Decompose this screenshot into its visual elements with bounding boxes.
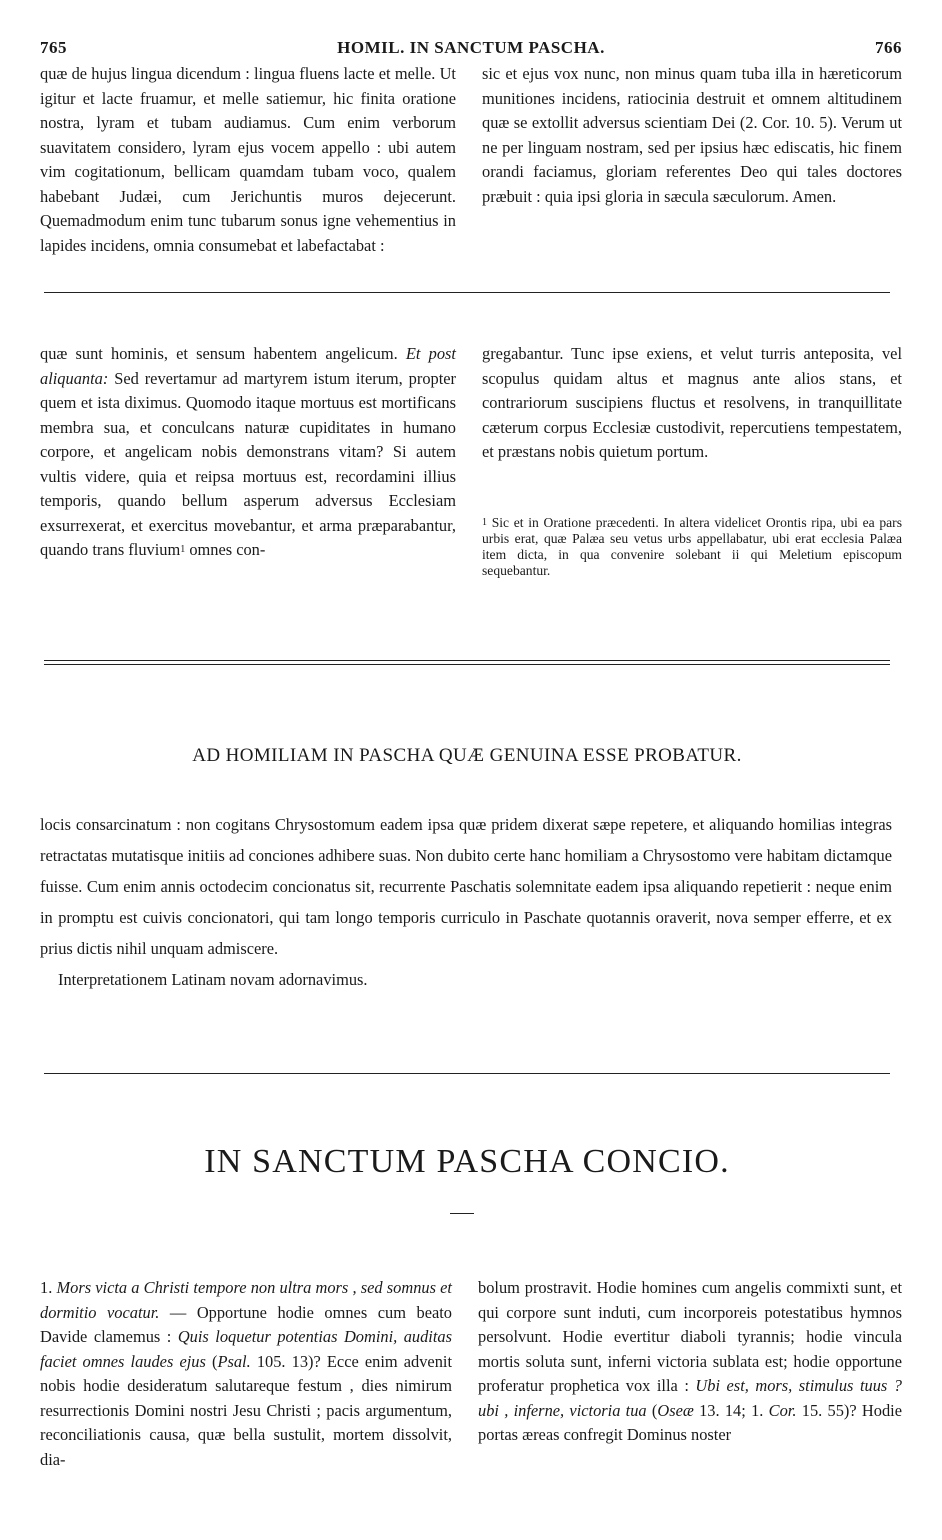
section2-left-rest: Sed revertamur ad martyrem istum iterum, propter quem et ista diximus. Quomodo itaque mortuus est mortificans membra sua, et conculcans naturæ cupiditates in humano corpore, et angelicam nobis demonstrans vitam? Si autem vultis videre, quia et reipsa mortuus est, recordamini illius temporis, quando bellum asperum adversus Ecclesiam exsurrexerat, et exercitus movebantur, et arma præparabantur, quando trans fluvium: [40, 368, 456, 559]
footnote-number: 1: [482, 517, 487, 528]
section4-right-text2: (: [646, 1400, 658, 1420]
section4-right-text3: 13. 14; 1.: [693, 1400, 769, 1420]
section2-left-tail: omnes con-: [185, 540, 266, 559]
section4-right-italic3: Cor.: [768, 1400, 797, 1420]
running-head: [40, 38, 902, 60]
section4-right-text4: 15. 55)? Hodie portas æreas confregit Dominus noster: [478, 1400, 902, 1444]
section2-left-italic: Et post aliquanta:: [40, 344, 456, 388]
section4-right-text1: bolum prostravit. Hodie homines cum angelis commixti sunt, et qui corpore sunt induti, cum incorporeis potestatibus hymnos persolvunt. Hodie evertitur diaboli tyrannis; hodie vincula mortis soluta sunt, inferni victoria sublata est; hodie opportune proferatur prophetica vox illa :: [478, 1278, 902, 1395]
section4-right-italic2: Oseæ: [657, 1400, 694, 1420]
section4-left-text1: — Opportune hodie omnes cum beato Davide clamemus :: [40, 1302, 452, 1346]
section2-right-column: [482, 342, 902, 465]
section4-right-column: [478, 1276, 902, 1448]
section4-right-italic1: Ubi est, mors, stimulus tuus ? ubi , inferne, victoria tua: [478, 1376, 903, 1420]
section4-left-italic3: Psal.: [217, 1351, 251, 1371]
section3-heading: AD HOMILIAM IN PASCHA QUÆ GENUINA ESSE PROBATUR.: [192, 745, 742, 766]
section4-left-text: [40, 1276, 452, 1472]
section4-left-text3: 105. 13)? Ecce enim advenit nobis hodie desideratum salutareque festum , dies nimirum resurrectionis Domini nostri Jesu Christi ; pacis argumentum, reconciliationis causa, quæ bella sustulit, mortem dissolvit, dia-: [40, 1351, 453, 1469]
page-number-left: 765: [40, 38, 67, 57]
short-divider: [450, 1213, 474, 1214]
section2-left-text: [40, 342, 456, 563]
section4-number: 1.: [40, 1278, 53, 1297]
section1-right-text: sic et ejus vox nunc, non minus quam tuba illa in hæreticorum munitiones incidens, ratiocinia destruit et omnem altitudinem quæ se extollit adversus scientiam Dei (2. Cor. 10. 5). Verum ut ne per linguam nostram, sed per ipsius hæc ediscatis, hic finem orandi faciamus, gloriam referentes Deo qui tales doctores præbuit : quia ipsi gloria in sæcula sæculorum. Amen.: [482, 64, 902, 206]
section3-para1: locis consarcinatum : non cogitans Chrysostomum eadem ipsa quæ pridem dixerat sæpe repetere, et aliquando homilias integras retractatas mutatisque initiis ad conciones adhibere suas. Non dubito certe hanc homiliam a Chrysostomo vere habitam dictamque fuisse. Cum enim annis octodecim concionatus sit, recurrente Paschatis solemnitate eadem ipsa aliquando repetierit : neque enim in promptu est cuivis concionatori, qui tam longo temporis curriculo in Paschate quotannis oraverit, nova semper efferre, et ex prius dictis nihil unquam admiscere.: [40, 815, 892, 958]
section4-heading: IN SANCTUM PASCHA CONCIO.: [204, 1143, 730, 1180]
footnote-text: Sic et in Oratione præcedenti. In altera videlicet Orontis ripa, ubi ea pars urbis erat, quæ Palæa seu vetus urbs appellabatur, ubi erat ecclesia Palæa item dicta, in qua convenire solebant ii qui Meletium episcopum sequebantur.: [482, 515, 902, 578]
section-divider-1: [44, 292, 890, 293]
section1-left-text: quæ de hujus lingua dicendum : lingua fluens lacte et melle. Ut igitur et lacte fruamur, et melle satiemur, hic finita oratione nostra, lyram et tubam audiamus. Cum enim verborum suavitatem considero, lyram ejus vocem appello : ubi autem vim cogitationum, bellicam quamdam tubam voco, qualem habebant Judæi, cum Jerichuntis muros dejecerunt. Quemadmodum enim tunc tubarum sonus igne vehementius in lapides incidens, omnia consumebat et labefactabat :: [40, 64, 456, 255]
section4-left-column: [40, 1276, 452, 1472]
section2-left-line1: quæ sunt hominis, et sensum habentem angelicum.: [40, 344, 398, 363]
section-divider-double: [44, 660, 890, 661]
section-divider-2: [44, 1073, 890, 1074]
section4-left-italic2: Quis loquetur potentias Domini, auditas faciet omnes laudes ejus: [40, 1327, 452, 1371]
section3-para2: Interpretationem Latinam novam adornavimus.: [58, 970, 368, 989]
section4-left-text2: (: [205, 1351, 218, 1371]
running-title: HOMIL. IN SANCTUM PASCHA.: [337, 38, 605, 57]
footnote: [482, 515, 902, 579]
section2-right-text: gregabantur. Tunc ipse exiens, et velut turris anteposita, vel scopulus quidam altus et magnus ante alios stans, et contrariorum suscipiens fluctus et resolvens, in tranquillitate cæterum corpus Ecclesiæ custodivit, repercutiens tempestatem, et præstans nobis quietum portum.: [482, 344, 902, 461]
section4-right-text: [478, 1276, 902, 1448]
section1-left-column: [40, 62, 456, 258]
page-number-right: 766: [875, 38, 902, 57]
section4-left-italic1: Mors victa a Christi tempore non ultra mors , sed somnus et dormitio vocatur.: [40, 1278, 452, 1322]
section3-body: [40, 809, 892, 995]
section2-left-column: [40, 342, 456, 563]
section1-right-column: [482, 62, 902, 209]
footnote-ref: 1: [180, 544, 186, 555]
